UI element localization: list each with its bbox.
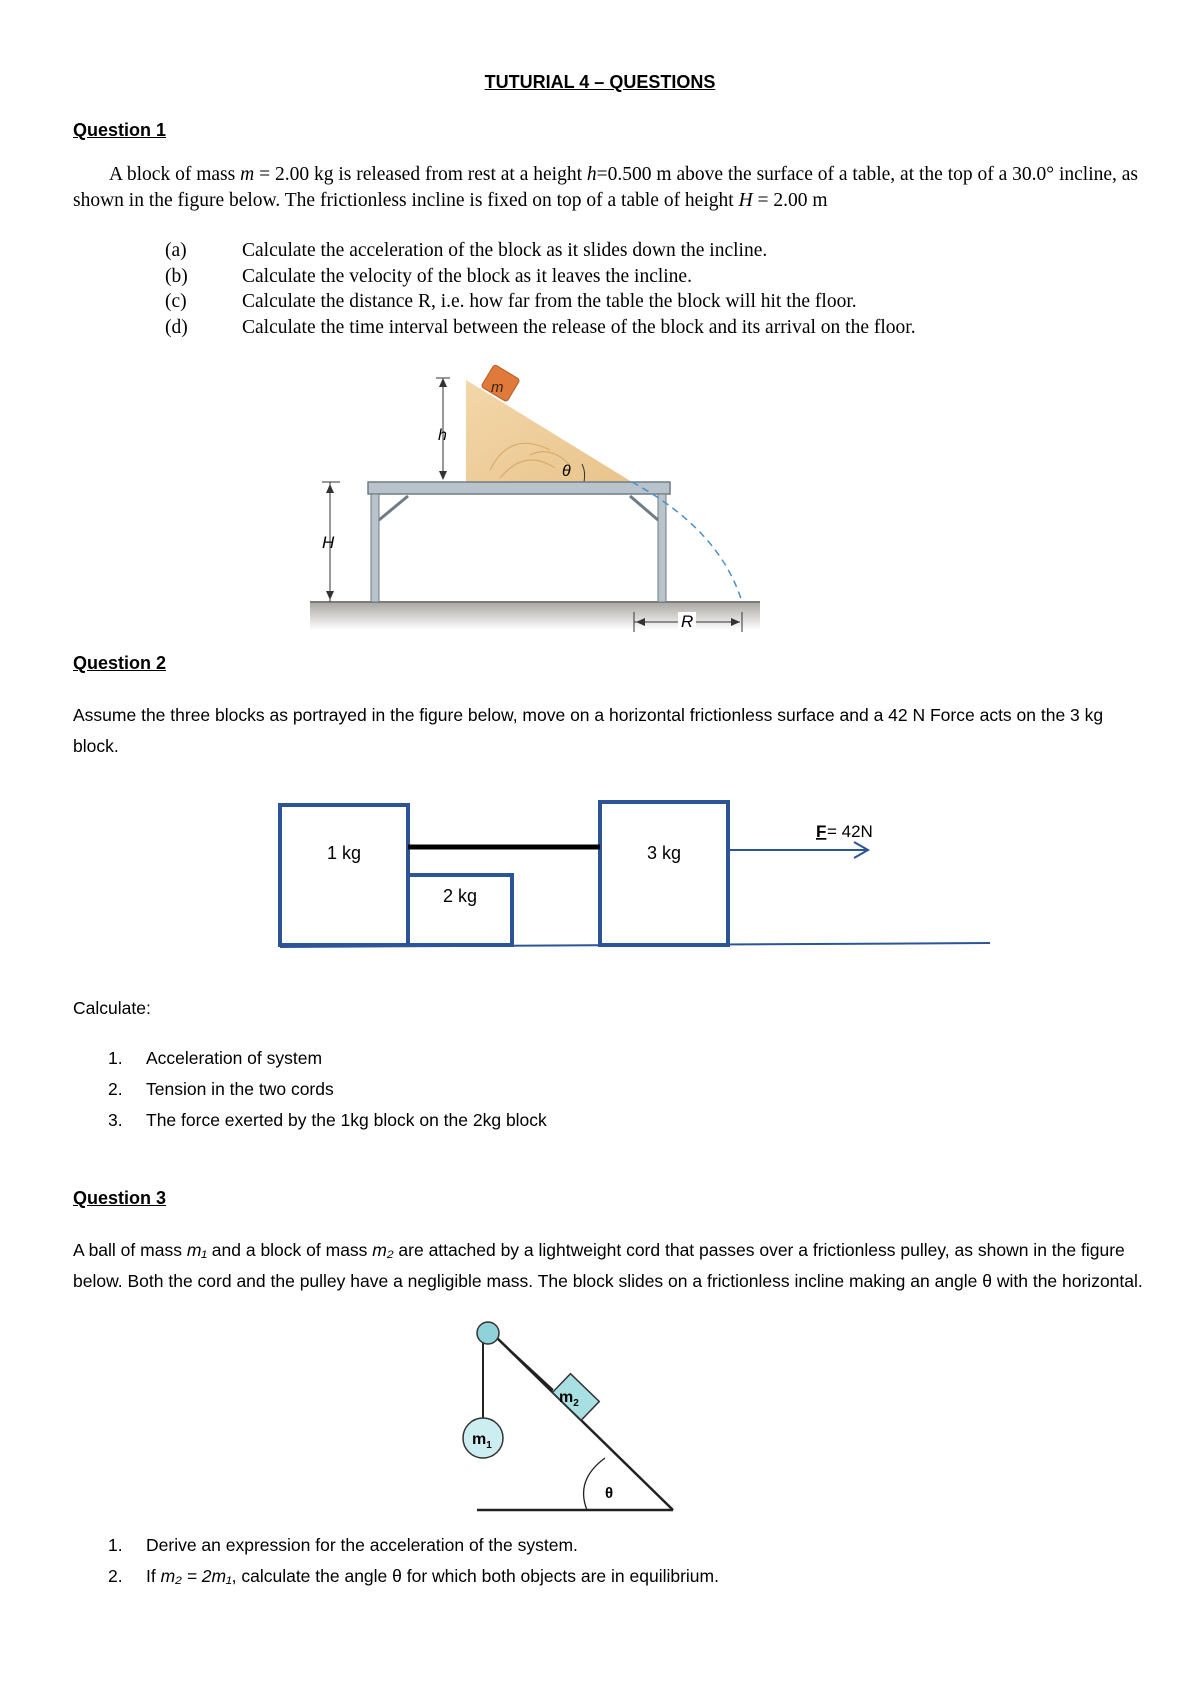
- m1-label: $m_1$: [472, 1431, 492, 1451]
- list-item: 2. Tension in the two cords: [108, 1079, 334, 1099]
- list-item: 3. The force exerted by the 1kg block on the 2kg block: [108, 1110, 547, 1130]
- h-label: h: [438, 427, 447, 444]
- h-arrow-head-up: [439, 378, 447, 387]
- table-leg-left: [371, 494, 379, 602]
- calculate-label: Calculate:: [73, 998, 151, 1018]
- part-item: (a) Calculate the acceleration of the block as it slides down the incline.: [165, 240, 768, 261]
- question-2-list: [108, 1043, 547, 1136]
- block-3kg-label: 3 kg: [646, 843, 682, 863]
- R-label: R: [681, 612, 694, 631]
- three-blocks-figure: [270, 795, 1010, 955]
- part-item: (d) Calculate the time interval between the release of the block and its arrival on the floor.: [165, 316, 916, 338]
- block-1kg-label: 1 kg: [326, 843, 362, 863]
- question-2-heading: Question 2: [73, 653, 167, 673]
- question-2-text: Assume the three blocks as portrayed in the figure below, move on a horizontal frictionless surface and a 42 N Force acts on the 3 kg block.: [73, 705, 1104, 756]
- force-symbol: F: [816, 822, 827, 841]
- theta-label-q3: θ: [605, 1485, 614, 1502]
- list-item: 1. Derive an expression for the acceleration of the system.: [108, 1535, 578, 1555]
- theta-label: θ: [562, 463, 571, 480]
- list-item: 2. If m₂ = 2m₁, calculate the angle θ for which both objects are in equilibrium.: [108, 1566, 719, 1586]
- block-m-label: m: [491, 379, 504, 396]
- table-leg-right: [658, 494, 666, 602]
- part-item: (b) Calculate the velocity of the block as it leaves the incline.: [165, 265, 692, 287]
- question-1-intro: A block of mass m = 2.00 kg is released from rest at a height h=0.500 m above the surface of a table, at the top of a 30.0° incline, as shown in the figure below. The frictionless incline is fixed on top of a table of height H = 2.00 m: [73, 164, 1139, 211]
- H-label: H: [322, 533, 335, 552]
- incline-table-figure: [300, 360, 770, 660]
- pulley-incline-figure: [455, 1320, 695, 1520]
- question-3-list: [108, 1530, 719, 1592]
- question-1-text: [73, 162, 1138, 213]
- question-3-heading: Question 3: [73, 1188, 167, 1208]
- block-2kg-label: 2 kg: [442, 886, 478, 906]
- pulley: [477, 1322, 499, 1344]
- question-1-heading: Question 1: [73, 120, 167, 140]
- question-1-parts: [165, 238, 1065, 340]
- cord-incline: [499, 1340, 553, 1390]
- list-item: 1. Acceleration of system: [108, 1048, 323, 1068]
- block-3kg: [600, 802, 728, 945]
- block-1kg: [280, 805, 408, 945]
- trajectory: [632, 482, 742, 602]
- question-3-text: A ball of mass m₁ and a block of mass m₂ are attached by a lightweight cord that passes over a frictionless pulley, as shown in the figure below. Both the cord and the pulley have a negligible mass. The block slides on a frictionless incline making an angle θ with the horizontal.: [73, 1240, 1143, 1291]
- page-title: TUTURIAL 4 – QUESTIONS: [484, 72, 716, 92]
- part-item: (c) Calculate the distance R, i.e. how far from the table the block will hit the floor.: [165, 291, 857, 312]
- h-arrow-head-down: [439, 471, 447, 480]
- force-value: = 42N: [827, 822, 873, 841]
- angle-arc: [584, 1458, 605, 1510]
- m2-label: $m_2$: [559, 1389, 579, 1409]
- table-top: [368, 482, 670, 494]
